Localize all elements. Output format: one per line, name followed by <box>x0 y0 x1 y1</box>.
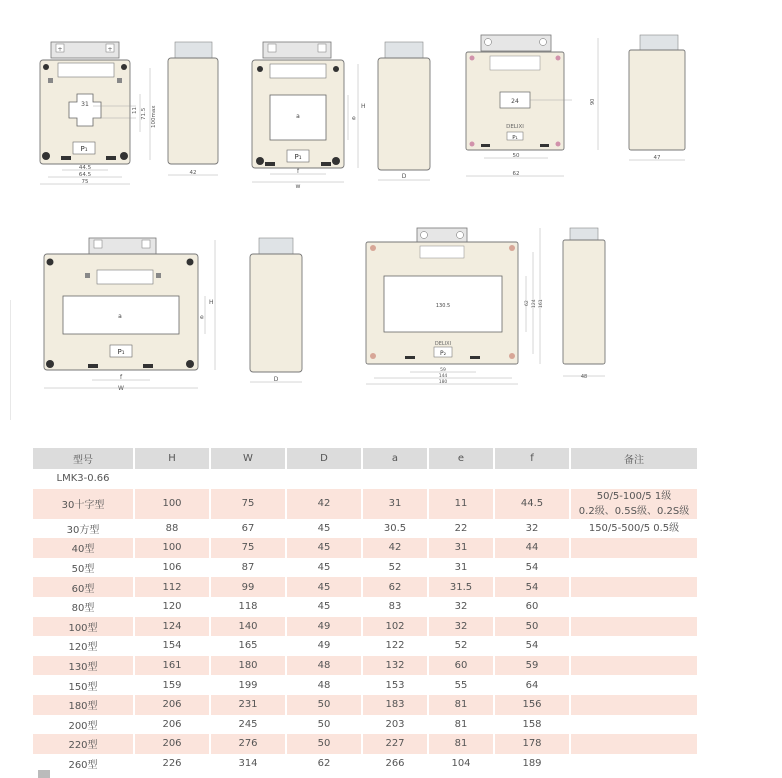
cell-model: 200型 <box>68 720 98 732</box>
cell-w: 165 <box>238 640 258 652</box>
cell-h: 154 <box>162 640 182 652</box>
col-header: H <box>135 448 209 469</box>
cell-h: 112 <box>135 577 209 597</box>
cell-d: 45 <box>287 538 361 558</box>
table-row <box>33 636 697 656</box>
cell-note <box>571 656 697 676</box>
cell-note <box>571 558 697 578</box>
cell-d: 45 <box>317 522 331 534</box>
table-row <box>33 597 697 617</box>
cell-e: 81 <box>429 734 493 754</box>
cell-d: 42 <box>287 489 361 519</box>
cell-w: 67 <box>241 522 255 534</box>
dim-f: f <box>119 374 123 381</box>
cell-model: 30十字型 <box>33 489 133 519</box>
cell-a: 183 <box>363 695 427 715</box>
table-row <box>33 538 697 558</box>
table-row <box>33 675 697 695</box>
ct-front-delixi-small <box>466 35 598 177</box>
scroll-indicator <box>38 770 50 778</box>
cell-note <box>571 754 697 774</box>
cross-window-label: 31 <box>81 101 89 108</box>
cell-w: 118 <box>238 601 258 613</box>
ct-side-3 <box>629 35 685 161</box>
cell-model: 80型 <box>71 603 95 615</box>
cell-e: 31 <box>454 562 468 574</box>
table-row <box>33 754 697 774</box>
cell-d: 50 <box>287 695 361 715</box>
cell-a: 102 <box>363 617 427 637</box>
col-header: D <box>287 448 361 469</box>
col-header: f <box>495 448 569 469</box>
terminal-plate-label: P₁ <box>117 348 125 356</box>
cell-a: 83 <box>388 601 402 613</box>
cell-d: 50 <box>287 734 361 754</box>
cell-h: 206 <box>135 734 209 754</box>
cell-a: 203 <box>385 718 405 730</box>
cell-h: 124 <box>135 617 209 637</box>
dim-depth: 48 <box>580 374 588 380</box>
dim-v2: 124 <box>532 299 537 308</box>
cell-f: 44 <box>495 538 569 558</box>
cell-h: 159 <box>162 679 182 691</box>
ct-front-delixi-large <box>366 228 544 385</box>
dim-e: e <box>352 115 356 122</box>
cell-e: 60 <box>429 656 493 676</box>
cell-f: 44.5 <box>495 489 569 519</box>
window-label-a: a <box>296 113 300 120</box>
cell-model: 220型 <box>33 734 133 754</box>
cell-d: 62 <box>317 758 331 770</box>
cell-f: 64 <box>525 679 539 691</box>
cell-a: 266 <box>385 758 405 770</box>
note-line: 0.2级、0.5S级、0.2S级 <box>578 505 690 517</box>
cell-e: 22 <box>454 522 468 534</box>
svg-text:+: + <box>107 46 113 53</box>
cell-w: 199 <box>238 679 258 691</box>
col-header: W <box>211 448 285 469</box>
cell-f: 178 <box>495 734 569 754</box>
terminal-plate-label: P₁ <box>80 145 88 153</box>
cell-note <box>571 636 697 656</box>
ct-side-5 <box>563 228 605 380</box>
cell-e: 11 <box>429 489 493 519</box>
cell-note <box>571 617 697 637</box>
dim-v1: 62 <box>525 300 530 306</box>
cell-a: 132 <box>363 656 427 676</box>
cell-d: 48 <box>287 656 361 676</box>
dim-h3: 100max <box>151 105 157 128</box>
dim-w3: 180 <box>438 380 448 385</box>
ct-side-4 <box>250 238 302 383</box>
table-row <box>33 489 697 519</box>
dim-w3: 75 <box>81 179 89 185</box>
cell-a: 122 <box>385 640 405 652</box>
cell-d: 45 <box>287 577 361 597</box>
cell-w: 140 <box>211 617 285 637</box>
cell-d: 45 <box>317 562 331 574</box>
cell-w: 314 <box>238 758 258 770</box>
window-label-a: 24 <box>511 98 519 105</box>
cell-note <box>571 675 697 695</box>
cell-f: 60 <box>525 601 539 613</box>
cell-h: 161 <box>135 656 209 676</box>
dim-depth: D <box>401 173 407 180</box>
table-row <box>33 617 697 637</box>
cell-d: 49 <box>287 617 361 637</box>
cell-model: 60型 <box>33 577 133 597</box>
ct-front-large <box>44 238 215 392</box>
terminal-plate-label: P₂ <box>439 350 447 357</box>
cell-w: 276 <box>211 734 285 754</box>
window-label-a: 130.5 <box>435 303 451 309</box>
terminal-plate-label: P₁ <box>294 153 302 161</box>
dim-depth: 47 <box>653 155 661 161</box>
cell-model: 260型 <box>68 760 98 772</box>
table-row <box>33 558 697 578</box>
cell-note: 150/5-500/5 0.5级 <box>588 522 680 534</box>
dim-w2: 144 <box>438 374 448 379</box>
dim-h: H <box>209 299 214 306</box>
dim-depth: 42 <box>189 170 197 176</box>
cell-f: 54 <box>495 577 569 597</box>
dim-depth: D <box>273 376 279 383</box>
cell-f: 54 <box>525 562 539 574</box>
dim-h2: 71.5 <box>141 107 147 120</box>
dim-w: w <box>295 183 301 190</box>
cell-h: 206 <box>162 718 182 730</box>
cell-note <box>571 489 697 519</box>
cell-d: 49 <box>317 640 331 652</box>
cell-h: 106 <box>162 562 182 574</box>
table-row <box>33 577 697 597</box>
cell-f: 189 <box>522 758 542 770</box>
cell-e: 81 <box>454 718 468 730</box>
col-header: 备注 <box>571 448 697 469</box>
cell-w: 245 <box>238 718 258 730</box>
cell-f: 158 <box>522 718 542 730</box>
svg-text:+: + <box>57 46 63 53</box>
dim-w: W <box>118 385 124 392</box>
dim-w2: 62 <box>512 171 520 177</box>
cell-e: 32 <box>429 617 493 637</box>
cell-a: 227 <box>363 734 427 754</box>
cell-w: 180 <box>211 656 285 676</box>
cell-h: 226 <box>162 758 182 770</box>
dim-w1: 59 <box>440 368 446 373</box>
cell-f: 59 <box>495 656 569 676</box>
cell-a: 30.5 <box>383 522 407 534</box>
cell-e: 104 <box>451 758 471 770</box>
dim-v3: 161 <box>539 299 544 308</box>
cell-w: 99 <box>211 577 285 597</box>
cell-note <box>571 538 697 558</box>
window-label-a: a <box>118 313 122 320</box>
cell-a: 52 <box>388 562 402 574</box>
cell-f: 156 <box>495 695 569 715</box>
col-header: e <box>429 448 493 469</box>
cell-note <box>571 715 697 735</box>
dim-h1: 11 <box>132 107 138 114</box>
ct-front-cross <box>40 42 157 185</box>
cell-h: 120 <box>162 601 182 613</box>
cell-model: 100型 <box>33 617 133 637</box>
cell-f: 50 <box>495 617 569 637</box>
series-row <box>33 469 697 489</box>
cell-note <box>571 734 697 754</box>
cell-model: 50型 <box>71 564 95 576</box>
cell-a: 62 <box>363 577 427 597</box>
ct-side-1 <box>168 42 218 176</box>
brand-mark: DELIXI <box>434 341 452 347</box>
cell-f: 54 <box>525 640 539 652</box>
cell-e: 31.5 <box>429 577 493 597</box>
dim-h: 90 <box>590 98 596 105</box>
dim-w2: 64.5 <box>78 172 92 178</box>
cell-note <box>571 597 697 617</box>
table-row <box>33 734 697 754</box>
cell-w: 231 <box>211 695 285 715</box>
cell-e: 32 <box>454 601 468 613</box>
cell-e: 52 <box>454 640 468 652</box>
cell-e: 81 <box>429 695 493 715</box>
cell-a: 153 <box>385 679 405 691</box>
cell-model: 180型 <box>33 695 133 715</box>
col-header: 型号 <box>33 448 133 469</box>
cell-e: 31 <box>429 538 493 558</box>
cell-d: 50 <box>317 718 331 730</box>
table-row <box>33 715 697 735</box>
brand-mark: DELIXI <box>506 124 524 130</box>
cell-w: 87 <box>241 562 255 574</box>
dim-w1: 50 <box>512 153 520 159</box>
table-row <box>33 519 697 539</box>
col-header: a <box>363 448 427 469</box>
series-label: LMK3-0.66 <box>56 473 110 485</box>
dim-w1: 44.5 <box>78 165 92 171</box>
cell-model: 30方型 <box>66 524 100 536</box>
cell-e: 55 <box>454 679 468 691</box>
table-row <box>33 656 697 676</box>
cell-h: 206 <box>135 695 209 715</box>
cell-h: 88 <box>165 522 179 534</box>
spec-table <box>31 448 699 773</box>
cell-model: 120型 <box>68 642 98 654</box>
table-header-row <box>33 448 697 469</box>
cell-model: 150型 <box>68 681 98 693</box>
cell-note <box>571 695 697 715</box>
cell-f: 32 <box>525 522 539 534</box>
ct-side-2 <box>378 42 430 180</box>
cell-w: 75 <box>211 538 285 558</box>
cell-a: 31 <box>363 489 427 519</box>
cell-a: 42 <box>363 538 427 558</box>
terminal-plate-label: P₁ <box>512 135 518 141</box>
cell-h: 100 <box>135 489 209 519</box>
ct-front-rect <box>252 42 366 190</box>
cell-h: 100 <box>135 538 209 558</box>
cell-model: 40型 <box>33 538 133 558</box>
table-row <box>33 695 697 715</box>
cell-d: 48 <box>317 679 331 691</box>
note-line: 50/5-100/5 1级 <box>596 490 672 502</box>
dim-f: f <box>296 168 300 175</box>
dim-e: e <box>200 314 204 321</box>
cell-d: 45 <box>317 601 331 613</box>
dim-h: H <box>361 103 366 110</box>
cell-w: 75 <box>211 489 285 519</box>
cell-note <box>571 577 697 597</box>
cell-model: 130型 <box>33 656 133 676</box>
